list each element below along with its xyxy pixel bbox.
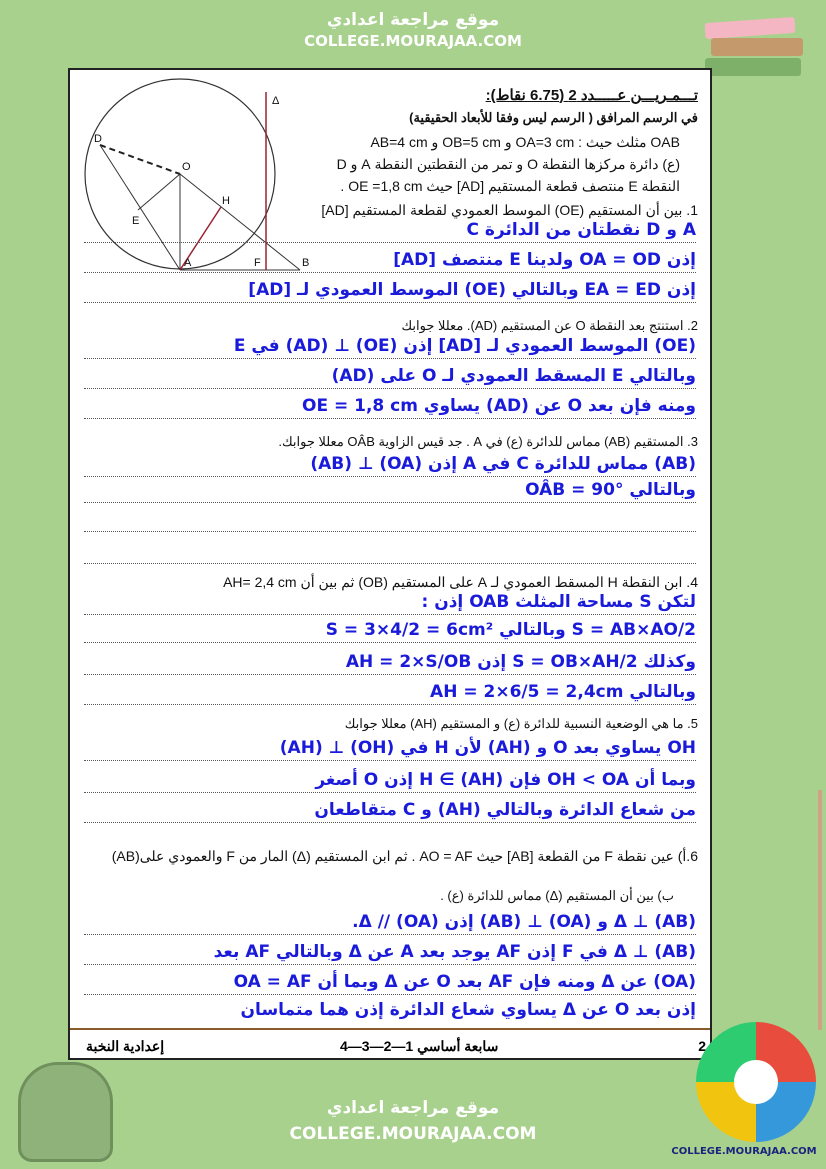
answer-line[interactable]: إذن EA = ED وبالتالي (OE) الموسط العمودي لـ [AD] — [84, 278, 696, 303]
empty-answer-line — [84, 530, 696, 532]
svg-text:A: A — [184, 257, 192, 269]
answer-line[interactable]: (AB) مماس للدائرة C في A إذن (OA) ⊥ (AB) — [84, 452, 696, 477]
site-name-top: موقع مراجعة اعدادي — [326, 10, 500, 30]
answer-line[interactable]: إذن بعد O عن Δ يساوي شعاع الدائرة إذن هما متماسان — [240, 1000, 696, 1020]
empty-answer-line — [84, 562, 696, 564]
answer-line[interactable]: وبما أن OH < OA فإن H ∈ (AH) إذن O أصغر — [84, 768, 696, 793]
svg-text:D: D — [94, 133, 102, 145]
answer-line[interactable]: لتكن S مساحة المثلث OAB إذن : — [84, 590, 696, 615]
svg-text:F: F — [254, 257, 261, 269]
answer-line[interactable]: S = AB×AO/2 وبالتالي S = 3×4/2 = 6cm² — [84, 618, 696, 643]
answer-line[interactable]: Δ ⊥ (AB) في F إذن AF يوجد بعد A عن Δ وبالتالي AF بعد — [84, 940, 696, 965]
grade-level: سابعة أساسي 1—2—3—4 — [340, 1038, 499, 1054]
page-number: 2 — [698, 1038, 706, 1054]
answer-line[interactable]: وبالتالي AH = 2×6/5 = 2,4cm — [84, 680, 696, 705]
page-footer — [70, 1028, 710, 1062]
logo-caption[interactable]: COLLEGE.MOURAJAA.COM — [671, 1146, 817, 1157]
exercise-title: تـــمـريـــن عـــــدد 2 (6.75 نقاط): — [485, 87, 698, 104]
school-name: إعدادية النخبة — [86, 1038, 165, 1054]
site-name-bottom: موقع مراجعة اعدادي — [326, 1098, 500, 1118]
exam-page — [68, 68, 712, 1060]
answer-line[interactable]: A و D نقطتان من الدائرة C — [84, 218, 696, 243]
answer-line[interactable]: وبالتالي E المسقط العمودي لـ O على (AD) — [84, 364, 696, 389]
pencil-decoration — [738, 790, 822, 1030]
question-6b: ب) بين أن المستقيم (Δ) مماس للدائرة (ع) . — [440, 888, 674, 903]
question-6a: 6.أ) عين نقطة F من القطعة [AB] حيث AO = AF . ثم ابن المستقيم (Δ) المار من F والعمودي على(AB) — [111, 848, 698, 864]
answer-line[interactable]: OH يساوي بعد O و (AH) لأن H في (OH) ⊥ (AH) — [84, 736, 696, 761]
answer-line[interactable]: Δ ⊥ (AB) و (OA) ⊥ (AB) إذن Δ // (OA). — [84, 910, 696, 935]
bullet-1: OAB مثلث حيث : OA=3 cm و OB=5 cm و AB=4 cm — [370, 134, 680, 150]
answer-line[interactable]: وكذلك S = OB×AH/2 إذن AH = 2×S/OB — [84, 650, 696, 675]
site-logo — [696, 1022, 816, 1142]
svg-text:B: B — [302, 257, 310, 269]
answer-line[interactable]: من شعاع الدائرة وبالتالي (AH) و C متقاطعان — [84, 798, 696, 823]
svg-text:O: O — [182, 161, 191, 173]
svg-text:H: H — [222, 195, 230, 207]
answer-line[interactable]: إذن OA = OD ولدينا E منتصف [AD] — [84, 248, 696, 273]
question-1: 1. بين أن المستقيم (OE) الموسط العمودي لقطعة المستقيم [AD] — [321, 202, 698, 218]
books-decoration — [705, 20, 810, 80]
exercise-note: في الرسم المرافق ( الرسم ليس وفقا للأبعاد الحقيقية) — [409, 110, 698, 125]
answer-line[interactable]: وبالتالي OÂB = 90° — [84, 478, 696, 503]
question-2: 2. استنتج بعد النقطة O عن المستقيم (AD). معللا جوابك — [401, 318, 698, 333]
question-3: 3. المستقيم (AB) مماس للدائرة (ع) في A . جد قيس الزاوية OÂB معللا جوابك. — [278, 434, 698, 449]
answer-line[interactable]: (OE) الموسط العمودي لـ [AD] إذن (OE) ⊥ (AD) في E — [84, 334, 696, 359]
question-5: 5. ما هي الوضعية النسبية للدائرة (ع) و المستقيم (AH) معللا جوابك — [344, 716, 698, 731]
bullet-3: النقطة E منتصف قطعة المستقيم [AD] حيث OE =1,8 cm . — [340, 178, 680, 194]
site-url-bottom[interactable]: COLLEGE.MOURAJAA.COM — [289, 1124, 537, 1144]
answer-line[interactable]: (OA) عن Δ ومنه فإن AF بعد O عن Δ وبما أن OA = AF — [84, 970, 696, 995]
bullet-2: (ع) دائرة مركزها النقطة O و تمر من النقطتين النقطة A و D — [336, 156, 680, 172]
answer-line[interactable]: ومنه فإن بعد O عن (AD) يساوي OE = 1,8 cm — [84, 394, 696, 419]
svg-text:Δ: Δ — [272, 95, 280, 107]
question-4: 4. ابن النقطة H المسقط العمودي لـ A على المستقيم (OB) ثم بين أن AH= 2,4 cm — [223, 574, 698, 590]
svg-text:E: E — [132, 215, 140, 227]
site-url-top[interactable]: COLLEGE.MOURAJAA.COM — [304, 32, 522, 50]
